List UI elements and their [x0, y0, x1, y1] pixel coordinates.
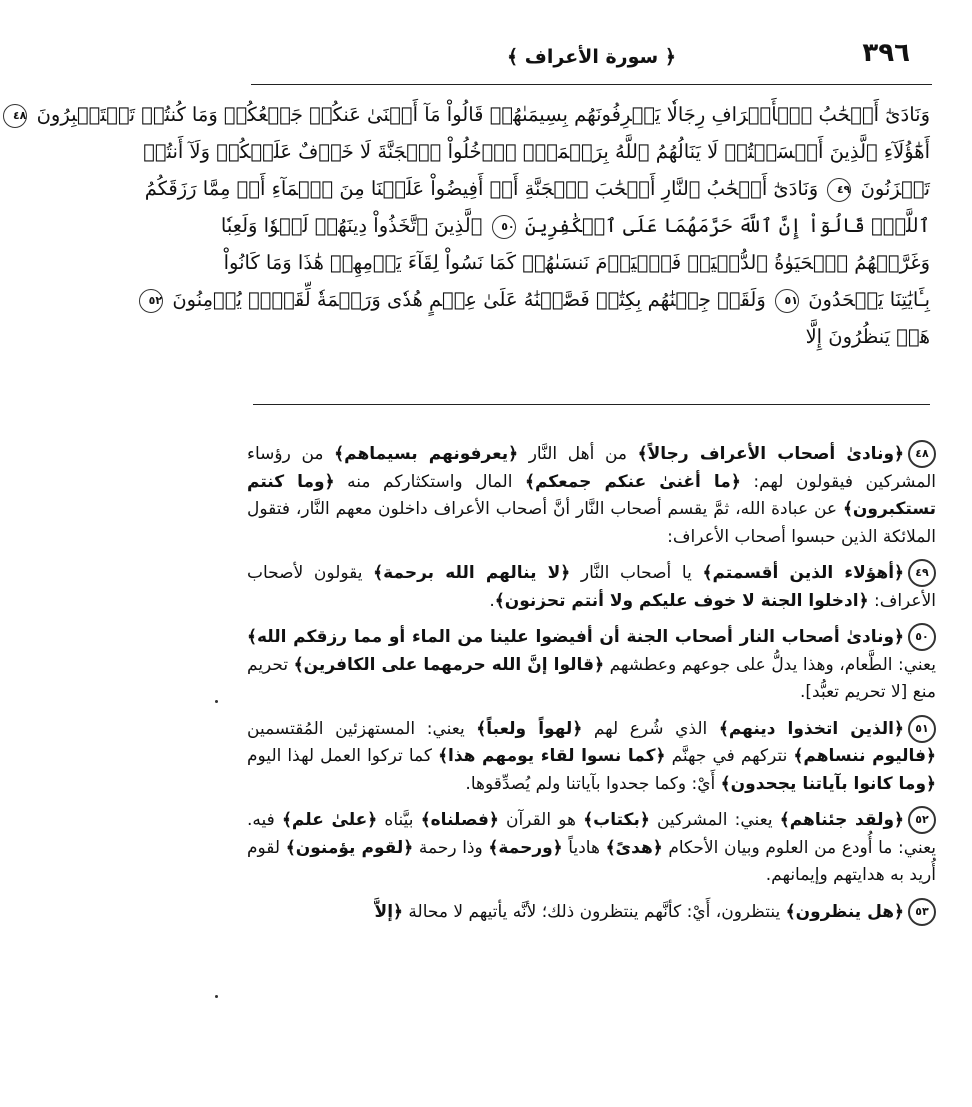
quoted-verse-text: ﴿كما نسوا لقاء يومهم هذا﴾	[438, 746, 666, 766]
commentary-text: .	[489, 590, 495, 611]
commentary-text: هو القرآن	[498, 810, 584, 830]
margin-mark	[215, 995, 218, 998]
commentary-text: يقولون لأصحاب الأعراف:	[247, 563, 936, 611]
ayah-number-marker: ٥١	[775, 289, 799, 313]
verse-number-badge: ٥١	[908, 715, 936, 743]
quran-line: أَهَٰٓؤُلَآءِ ٱلَّذِينَ أَقۡسَمۡتُمۡ لَا يَنَالُهُمُ ٱللَّهُ بِرَحۡمَةٍۚ ٱدۡخُلُواْ ٱلۡجَنَّةَ لَا خَوۡفٌ عَلَيۡكُمۡ وَلَآ أَنتُمۡ	[143, 140, 930, 163]
quoted-verse-text: ﴿الذين اتخذوا دينهم﴾	[718, 718, 904, 739]
commentary-text: أَيْ: وكما جحدوا بآياتنا ولم يُصدِّقوها.	[465, 773, 721, 794]
tafsir-paragraph	[247, 440, 936, 551]
quran-line: وَنَادَىٰٓ أَصۡحَٰبُ ٱلۡأَعۡرَافِ رِجَالٗا يَعۡرِفُونَهُم بِسِيمَىٰهُمۡ قَالُواْ مَآ أَغۡنَىٰ عَنكُمۡ جَمۡعُكُمۡ وَمَا كُنتُمۡ تَسۡتَكۡبِرُونَ ٤٨	[253, 96, 930, 133]
commentary-text: من رؤساء المشركين فيقولون لهم:	[247, 444, 936, 492]
commentary-text: لقوم أُريد به هدايتهم وإيمانهم.	[247, 837, 936, 885]
verse-number-badge: ٤٨	[908, 440, 936, 468]
quoted-verse-text: ﴿ورحمة﴾	[488, 837, 563, 858]
commentary-text: يعني: الطَّعام، وهذا يدلُّ على جوعهم وعطشهم	[604, 654, 936, 675]
tafsir-paragraph	[247, 898, 936, 927]
commentary-text: فيه. يعني: ما أُودع من العلوم وبيان الأحكام	[247, 810, 937, 858]
quoted-verse-text: ﴿ولقد جئناهم﴾	[779, 810, 905, 830]
quoted-verse-text: ﴿بكتاب﴾	[583, 810, 650, 830]
quran-line: تَحۡزَنُونَ ٤٩ وَنَادَىٰٓ أَصۡحَٰبُ ٱلنَّارِ أَصۡحَٰبَ ٱلۡجَنَّةِ أَنۡ أَفِيضُواْ عَلَيۡنَا مِنَ ٱلۡمَآءِ أَوۡ مِمَّا رَزَقَكُمُ	[144, 177, 930, 200]
quoted-verse-text: ﴿لهواً ولعباً﴾	[476, 718, 583, 739]
ayah-number-marker: ٥٠	[492, 215, 516, 239]
quoted-verse-text: ﴿ونادىٰ أصحاب النار أصحاب الجنة أن أفيضوا علينا من الماء أو مما رزقكم الله﴾	[247, 627, 904, 647]
tafsir-paragraph	[247, 806, 936, 890]
commentary-text: يعني: المشركين	[649, 810, 780, 830]
quoted-verse-text: ﴿وما كانوا بآياتنا يجحدون﴾	[720, 773, 936, 794]
commentary-text: وذا رحمة	[413, 837, 489, 858]
quoted-verse-text: ﴿يعرفونهم بسيماهم﴾	[334, 444, 519, 464]
quoted-verse-text: ﴿قالوا إنَّ الله حرمهما على الكافرين﴾	[293, 654, 605, 675]
quran-text-block	[12, 96, 930, 405]
commentary-text: ينتظرون، أَيْ: كأنَّهم ينتظرون ذلك؛ لأنَّه يأتيهم لا محالة	[403, 901, 786, 922]
page-header	[251, 36, 932, 85]
ayah-number-marker: ٥٢	[139, 289, 163, 313]
commentary-text: كما تركوا العمل لهذا اليوم	[247, 746, 439, 766]
quran-line: هَلۡ يَنظُرُونَ إِلَّا	[805, 325, 930, 348]
commentary-text: هادياً	[562, 837, 606, 858]
quoted-verse-text: ﴿ما أغنىٰ عنكم جمعكم﴾	[524, 471, 741, 492]
quoted-verse-text: ﴿لقوم يؤمنون﴾	[285, 837, 414, 858]
quoted-verse-text: ﴿هدىً﴾	[605, 837, 663, 858]
commentary-text: المال واستكثاركم منه	[334, 471, 525, 492]
tafsir-paragraph	[247, 623, 936, 707]
quoted-verse-text: ﴿فاليوم ننساهم﴾	[793, 746, 937, 766]
page-number: ٣٩٦	[862, 38, 910, 68]
quoted-verse-text: ﴿إلاَّ	[374, 901, 403, 922]
commentary-text: تحريم منع [لا تحريم تعبُّد].	[247, 654, 936, 702]
verse-number-badge: ٥٢	[908, 806, 936, 834]
verse-number-badge: ٤٩	[908, 559, 936, 587]
quoted-verse-text: ﴿علىٰ علم﴾	[281, 810, 378, 830]
quoted-verse-text: ﴿أهؤلاء الذين أقسمتم﴾	[702, 563, 905, 583]
quran-line: بِـَٔايَٰتِنَا يَجۡحَدُونَ ٥١ وَلَقَدۡ جِئۡنَٰهُم بِكِتَٰبٖ فَصَّلۡنَٰهُ عَلَىٰ عِلۡمٍ هُدٗى وَرَحۡمَةٗ لِّقَوۡمٖ يُؤۡمِنُونَ ٥٢	[253, 281, 930, 318]
tafsir-commentary	[247, 440, 936, 934]
quran-line: ٱللَّهُۚ قَالُوٓاْ إِنَّ ٱللَّهَ حَرَّمَهُمَا عَلَى ٱلۡكَٰفِرِينَ ٥٠ ٱلَّذِينَ ٱتَّخَذُواْ دِينَهُمۡ لَهۡوٗا وَلَعِبٗا	[220, 214, 930, 237]
commentary-text: عن عبادة الله، ثمَّ يقسم أصحاب النَّار أنَّ أصحاب الأعراف داخلون معهم النَّار، فتقول الملائكة الذين حبسوا أصحاب الأعراف:	[247, 499, 936, 547]
quoted-verse-text: ﴿هل ينظرون﴾	[785, 901, 904, 922]
verse-number-badge: ٥٣	[908, 898, 936, 926]
commentary-text: من أهل النَّار	[518, 444, 638, 464]
surah-title: ﴿ سورة الأعراف ﴾	[507, 46, 676, 68]
commentary-text: يا أصحاب النَّار	[570, 563, 703, 583]
commentary-text: يعني: المستهزئين المُقتسمين	[247, 718, 477, 739]
ayah-number-marker: ٤٨	[3, 104, 27, 128]
quran-line: وَغَرَّتۡهُمُ ٱلۡحَيَوٰةُ ٱلدُّنۡيَاۚ فَٱلۡيَوۡمَ نَنسَىٰهُمۡ كَمَا نَسُواْ لِقَآءَ يَوۡمِهِمۡ هَٰذَا وَمَا كَانُواْ	[223, 251, 930, 274]
commentary-text: نتركهم في جهنَّم	[665, 746, 794, 766]
quoted-verse-text: ﴿وما كنتم تستكبرون﴾	[247, 471, 936, 519]
commentary-text: الذي شُرع لهم	[582, 718, 719, 739]
commentary-text: بيَّناه	[377, 810, 421, 830]
ayah-number-marker: ٤٩	[827, 178, 851, 202]
tafsir-paragraph	[247, 559, 936, 615]
tafsir-paragraph	[247, 715, 936, 799]
quoted-verse-text: ﴿فصلناه﴾	[420, 810, 499, 830]
quoted-verse-text: ﴿ادخلوا الجنة لا خوف عليكم ولا أنتم تحزنون﴾	[494, 590, 869, 611]
quoted-verse-text: ﴿ونادىٰ أصحاب الأعراف رجالاً﴾	[637, 444, 904, 464]
quoted-verse-text: ﴿لا ينالهم الله برحمة﴾	[373, 563, 571, 583]
verse-number-badge: ٥٠	[908, 623, 936, 651]
margin-mark	[215, 700, 218, 703]
